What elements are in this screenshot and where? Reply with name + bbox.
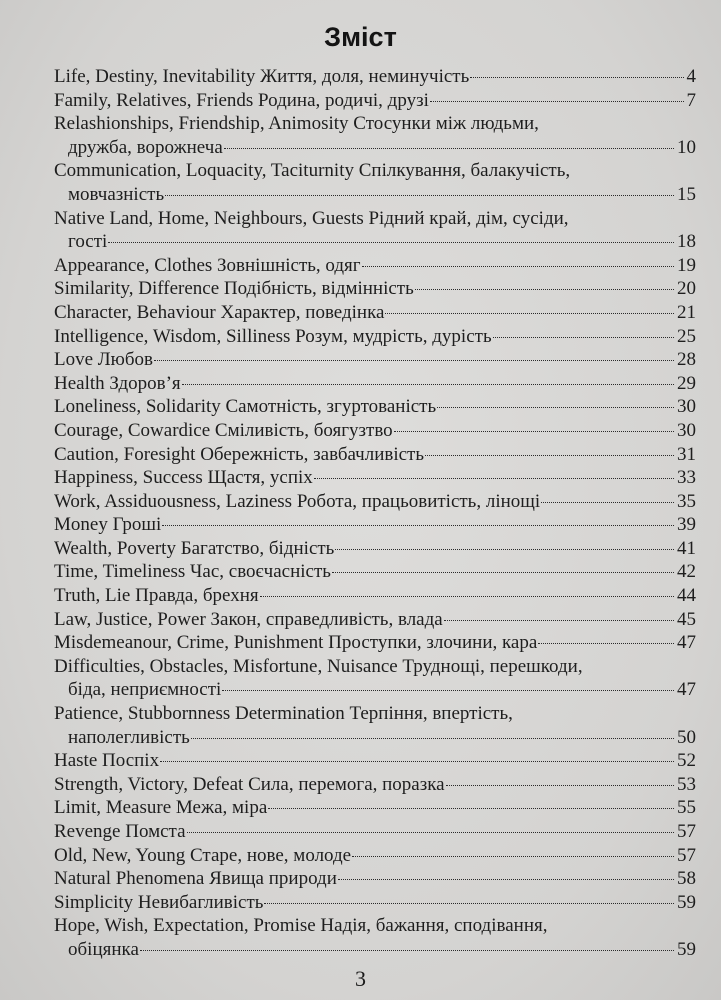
dot-leader <box>541 502 674 503</box>
toc-entry-title: Character, Behaviour Характер, поведінка <box>54 301 385 323</box>
dot-leader <box>415 289 674 290</box>
toc-entry-title: Family, Relatives, Friends Родина, родичі, друзі <box>54 89 429 111</box>
toc-entry <box>54 419 696 443</box>
toc-entry <box>54 631 696 655</box>
toc-entry <box>54 820 696 844</box>
toc-entry <box>54 796 696 820</box>
toc-entry-title: Loneliness, Solidarity Самотність, згуртованість <box>54 396 437 418</box>
toc-entry <box>54 112 696 159</box>
toc-entry <box>54 65 696 89</box>
toc-entry-row <box>54 938 696 962</box>
toc-entry <box>54 891 696 915</box>
toc-entry-title: Happiness, Success Щастя, успіх <box>54 467 313 489</box>
toc-entry-title: Similarity, Difference Подібність, відмінність <box>54 278 414 300</box>
toc-entry-page: 59 <box>677 891 696 913</box>
dot-leader <box>338 879 674 880</box>
dot-leader <box>385 313 674 314</box>
toc-entry-page: 30 <box>677 419 696 441</box>
toc-entry-row <box>54 608 696 632</box>
toc-entry-title: Old, New, Young Старе, нове, молоде <box>54 844 352 866</box>
toc-entry <box>54 348 696 372</box>
dot-leader <box>162 525 674 526</box>
toc-entry-title: дружба, ворожнеча <box>68 136 223 158</box>
toc-entry-row <box>54 796 696 820</box>
toc-entry-row <box>54 773 696 797</box>
toc-entry-title-line: Native Land, Home, Neighbours, Guests Рідний край, дім, сусіди, <box>54 207 569 229</box>
toc-entry-row <box>54 490 696 514</box>
toc-entry-page: 25 <box>677 325 696 347</box>
toc-entry <box>54 608 696 632</box>
toc-entry-title: Health Здоров’я <box>54 372 181 394</box>
dot-leader <box>264 903 674 904</box>
dot-leader <box>268 808 674 809</box>
toc-entry-row <box>54 749 696 773</box>
dot-leader <box>187 832 674 833</box>
toc-entry <box>54 537 696 561</box>
dot-leader <box>425 455 674 456</box>
dot-leader <box>430 101 684 102</box>
toc-entry-title-line: Difficulties, Obstacles, Misfortune, Nuisance Труднощі, перешкоди, <box>54 655 583 677</box>
toc-entry-page: 21 <box>677 301 696 323</box>
toc-entry-page: 4 <box>686 66 696 87</box>
toc-entry-title: Time, Timeliness Час, своєчасність <box>54 561 331 583</box>
table-of-contents <box>54 65 696 962</box>
toc-entry <box>54 914 696 961</box>
toc-entry <box>54 702 696 749</box>
toc-entry-title: Strength, Victory, Defeat Сила, перемога, поразка <box>54 773 445 795</box>
toc-entry-row <box>54 183 696 207</box>
dot-leader <box>470 77 683 78</box>
toc-entry-row <box>54 678 696 702</box>
dot-leader <box>444 620 674 621</box>
toc-entry-row <box>54 726 696 750</box>
toc-entry-title-line: Patience, Stubbornness Determination Терпіння, впертість, <box>54 703 513 725</box>
dot-leader <box>222 690 674 691</box>
dot-leader <box>260 596 674 597</box>
dot-leader <box>394 431 674 432</box>
toc-entry-row <box>54 395 696 419</box>
dot-leader <box>165 195 674 196</box>
toc-entry-title: Work, Assiduousness, Laziness Робота, працьовитість, лінощі <box>54 490 541 512</box>
toc-entry-row <box>54 443 696 467</box>
toc-entry-row <box>54 631 696 655</box>
dot-leader <box>108 242 674 243</box>
dot-leader <box>224 148 674 149</box>
toc-entry-page: 28 <box>677 349 696 371</box>
toc-entry-page: 29 <box>677 372 696 394</box>
dot-leader <box>332 572 674 573</box>
toc-entry-title: Simplicity Невибагливість <box>54 891 264 913</box>
toc-entry-row <box>54 301 696 325</box>
dot-leader <box>437 407 674 408</box>
toc-entry-page: 58 <box>677 868 696 890</box>
toc-entry-row <box>54 584 696 608</box>
toc-entry <box>54 513 696 537</box>
page-number: 3 <box>355 966 366 991</box>
toc-entry-title: гості <box>68 231 108 253</box>
toc-entry <box>54 277 696 301</box>
toc-entry-page: 50 <box>677 726 696 748</box>
toc-entry-title: Revenge Помста <box>54 821 186 842</box>
dot-leader <box>160 761 674 762</box>
dot-leader <box>493 337 674 338</box>
dot-leader <box>182 384 674 385</box>
toc-entry-page: 7 <box>686 89 696 111</box>
toc-entry <box>54 443 696 467</box>
toc-entry-row <box>54 844 696 868</box>
toc-entry-title: обіцянка <box>68 938 139 960</box>
toc-entry <box>54 466 696 490</box>
toc-entry-title: Love Любов <box>54 349 154 371</box>
toc-entry <box>54 325 696 349</box>
toc-entry-row <box>54 891 696 915</box>
toc-entry <box>54 560 696 584</box>
toc-entry-title: Misdemeanour, Crime, Punishment Проступки, злочини, кара <box>54 632 538 654</box>
toc-entry-title: біда, неприємності <box>68 679 222 701</box>
toc-entry-title: Money Гроші <box>54 514 162 536</box>
toc-entry-row <box>54 348 696 372</box>
toc-entry-row <box>54 277 696 301</box>
toc-entry-page: 57 <box>677 821 696 842</box>
toc-entry-row <box>54 560 696 584</box>
toc-entry-row <box>54 537 696 561</box>
toc-entry-title: Caution, Foresight Обережність, завбачливість <box>54 443 425 465</box>
toc-entry-page: 31 <box>677 443 696 465</box>
toc-entry-page: 42 <box>677 561 696 583</box>
toc-entry-row <box>54 419 696 443</box>
toc-entry-page: 59 <box>677 938 696 960</box>
toc-entry <box>54 395 696 419</box>
toc-entry-page: 35 <box>677 490 696 512</box>
page-title: Зміст <box>324 22 397 52</box>
toc-entry-row <box>54 820 696 844</box>
toc-entry-page: 19 <box>677 254 696 276</box>
toc-entry-row <box>54 466 696 490</box>
toc-entry <box>54 867 696 891</box>
toc-entry-row <box>54 372 696 396</box>
toc-entry <box>54 207 696 254</box>
dot-leader <box>335 549 674 550</box>
toc-entry-page: 55 <box>677 797 696 819</box>
dot-leader <box>446 785 674 786</box>
toc-entry-title: Intelligence, Wisdom, Silliness Розум, мудрість, дурість <box>54 325 492 347</box>
toc-entry-title-line: Hope, Wish, Expectation, Promise Надія, бажання, сподівання, <box>54 915 548 937</box>
dot-leader <box>352 856 674 857</box>
toc-entry-title: Wealth, Poverty Багатство, бідність <box>54 537 335 559</box>
toc-entry <box>54 844 696 868</box>
toc-entry <box>54 773 696 797</box>
toc-entry-page: 45 <box>677 608 696 630</box>
dot-leader <box>154 360 674 361</box>
toc-entry-page: 18 <box>677 231 696 253</box>
toc-entry-title: Truth, Lie Правда, брехня <box>54 585 259 607</box>
toc-entry-page: 30 <box>677 396 696 418</box>
toc-entry-title: Courage, Cowardice Сміливість, боягузтво <box>54 419 393 441</box>
toc-entry-title: наполегливість <box>68 726 190 748</box>
toc-entry-page: 47 <box>677 632 696 654</box>
toc-entry-title: Law, Justice, Power Закон, справедливість, влада <box>54 608 443 630</box>
toc-entry-title: мовчазність <box>68 183 165 205</box>
toc-entry-page: 41 <box>677 537 696 559</box>
toc-entry-page: 10 <box>677 136 696 158</box>
toc-entry <box>54 655 696 702</box>
toc-entry <box>54 254 696 278</box>
dot-leader <box>140 950 674 951</box>
toc-entry-page: 44 <box>677 585 696 607</box>
toc-entry-row <box>54 325 696 349</box>
toc-entry-row <box>54 136 696 160</box>
toc-entry-title-line: Relashionships, Friendship, Animosity Стосунки між людьми, <box>54 113 539 135</box>
toc-entry <box>54 372 696 396</box>
toc-entry <box>54 490 696 514</box>
toc-entry <box>54 89 696 113</box>
toc-entry-title: Haste Поспіх <box>54 750 160 772</box>
dot-leader <box>538 643 674 644</box>
toc-entry-title: Natural Phenomena Явища природи <box>54 868 337 890</box>
toc-entry-row <box>54 230 696 254</box>
toc-entry-page: 15 <box>677 183 696 205</box>
dot-leader <box>314 478 674 479</box>
toc-entry-page: 53 <box>677 773 696 795</box>
toc-entry-page: 33 <box>677 467 696 489</box>
toc-entry-title: Life, Destiny, Inevitability Життя, доля, неминучість <box>54 66 470 87</box>
toc-entry-page: 20 <box>677 278 696 300</box>
toc-entry-row <box>54 254 696 278</box>
toc-entry-row <box>54 513 696 537</box>
toc-entry-title: Limit, Measure Межа, міра <box>54 797 268 819</box>
toc-entry-title-line: Communication, Loquacity, Taciturnity Спілкування, балакучість, <box>54 160 571 182</box>
toc-entry-page: 57 <box>677 844 696 866</box>
toc-entry <box>54 301 696 325</box>
toc-entry-page: 52 <box>677 750 696 772</box>
toc-entry-row <box>54 89 696 113</box>
toc-entry-row <box>54 867 696 891</box>
toc-entry-page: 39 <box>677 514 696 536</box>
dot-leader <box>191 738 674 739</box>
toc-entry <box>54 159 696 206</box>
toc-entry-page: 47 <box>677 679 696 701</box>
toc-entry <box>54 749 696 773</box>
toc-entry-row <box>54 65 696 89</box>
dot-leader <box>362 266 674 267</box>
toc-entry-title: Appearance, Clothes Зовнішність, одяг <box>54 254 361 276</box>
toc-entry <box>54 584 696 608</box>
